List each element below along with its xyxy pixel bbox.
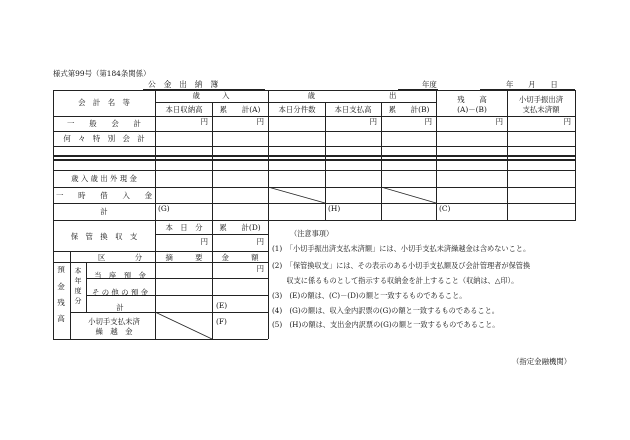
custody-label: 保 管 換 収 支 [70, 232, 138, 241]
page-title: 公 金 出 納 簿 [148, 80, 219, 89]
row-subtotal: 計 [100, 207, 108, 216]
header-balance-formula: (A)－(B) [457, 105, 487, 114]
header-income-today: 本日収納高 [165, 105, 203, 114]
unit-custody-today: 円 [200, 237, 208, 246]
note-2b: 収支に係るものとして指示する収納金を計上すること（収納は、△印）。 [272, 276, 519, 285]
note-5: (5) (H)の額は、支出金内訳票の(G)の額と一致するものであること。 [272, 320, 500, 329]
unit-expense-total: 円 [424, 117, 432, 126]
unit-income-total: 円 [256, 117, 264, 126]
header-expense-total: 累 計(B) [388, 105, 430, 114]
row-cash-outside: 歳 入 歳 出 外 現 金 [71, 174, 137, 183]
fiscal-vertical-1: 本 [74, 267, 82, 275]
header-income: 歳 入 [192, 91, 230, 100]
mark-f: (F) [216, 317, 227, 326]
diag-loan-count [268, 187, 325, 203]
diag-check-carry [155, 312, 212, 339]
unit-check-unsettled: 円 [563, 117, 571, 126]
unit-deposit: 円 [256, 264, 264, 273]
deposit-sum: 計 [116, 303, 124, 312]
unit-expense-today: 円 [369, 117, 377, 126]
mark-c: (C) [439, 204, 451, 213]
deposit-other: そ の 他 の 預 金 [91, 288, 149, 297]
date-label: 年 月 日 [506, 80, 558, 89]
mark-h: (H) [328, 204, 341, 213]
custody-today: 本 日 分 [165, 223, 203, 232]
header-balance: 残 高 [457, 95, 487, 104]
row-general-account: 一 般 会 計 [67, 119, 141, 128]
header-check-unsettled-1: 小切手振出済 [518, 95, 564, 104]
fiscal-vertical-3: 度 [74, 287, 82, 295]
deposit-vertical-1: 預 [57, 265, 65, 274]
custody-total: 累 計(D) [219, 223, 261, 232]
header-expense: 歳 出 [307, 91, 397, 100]
deposit-kingaku: 金 額 [221, 253, 259, 262]
deposit-current: 当 座 預 金 [94, 271, 146, 280]
header-expense-count: 本日分件数 [278, 105, 316, 114]
note-3: (3) (E)の額は、(C)－(D)の額と一致するものであること。 [272, 291, 467, 300]
year-label: 年度 [422, 80, 437, 89]
row-temporary-loan: 一 時 借 入 金 [55, 191, 153, 200]
footer-bank: （指定金融機関） [512, 357, 572, 366]
unit-custody-total: 円 [256, 237, 264, 246]
header-check-unsettled-2: 支払未済額 [522, 105, 560, 114]
note-1: (1) 「小切手振出済支払未済額」には、小切手支払未済繰越金は含めないこと。 [272, 244, 531, 253]
diag-loan-total [381, 187, 436, 203]
mark-e: (E) [216, 301, 228, 310]
mark-g: (G) [158, 204, 170, 213]
note-2: (2) 「保管換収支」には、その表示のある小切手支払額及び会計管理者が保管換 [272, 261, 531, 270]
unit-income-today: 円 [200, 117, 208, 126]
deposit-vertical-3: 残 [57, 298, 65, 307]
deposit-kubun: 区 分 [97, 253, 143, 262]
deposit-check-2: 繰 越 金 [95, 327, 133, 336]
notes-title: （注意事項） [290, 229, 334, 238]
header-expense-today: 本日支払高 [334, 105, 372, 114]
fiscal-vertical-2: 年 [74, 277, 82, 285]
deposit-check-1: 小切手支払未済 [88, 317, 140, 326]
form-number: 様式第99号（第184条関係） [53, 69, 151, 78]
unit-balance: 円 [495, 117, 503, 126]
row-special-account: 何 々 特 別 会 計 [63, 134, 145, 143]
header-account-name: 会 計 名 等 [78, 98, 130, 107]
deposit-vertical-2: 金 [57, 282, 65, 291]
note-4: (4) (G)の額は、収入金内訳票の(G)の額と一致するものであること。 [272, 306, 499, 315]
deposit-vertical-4: 高 [57, 314, 65, 323]
header-income-total: 累 計(A) [219, 105, 261, 114]
deposit-tekiyo: 摘 要 [165, 253, 203, 262]
fiscal-vertical-4: 分 [74, 297, 82, 305]
